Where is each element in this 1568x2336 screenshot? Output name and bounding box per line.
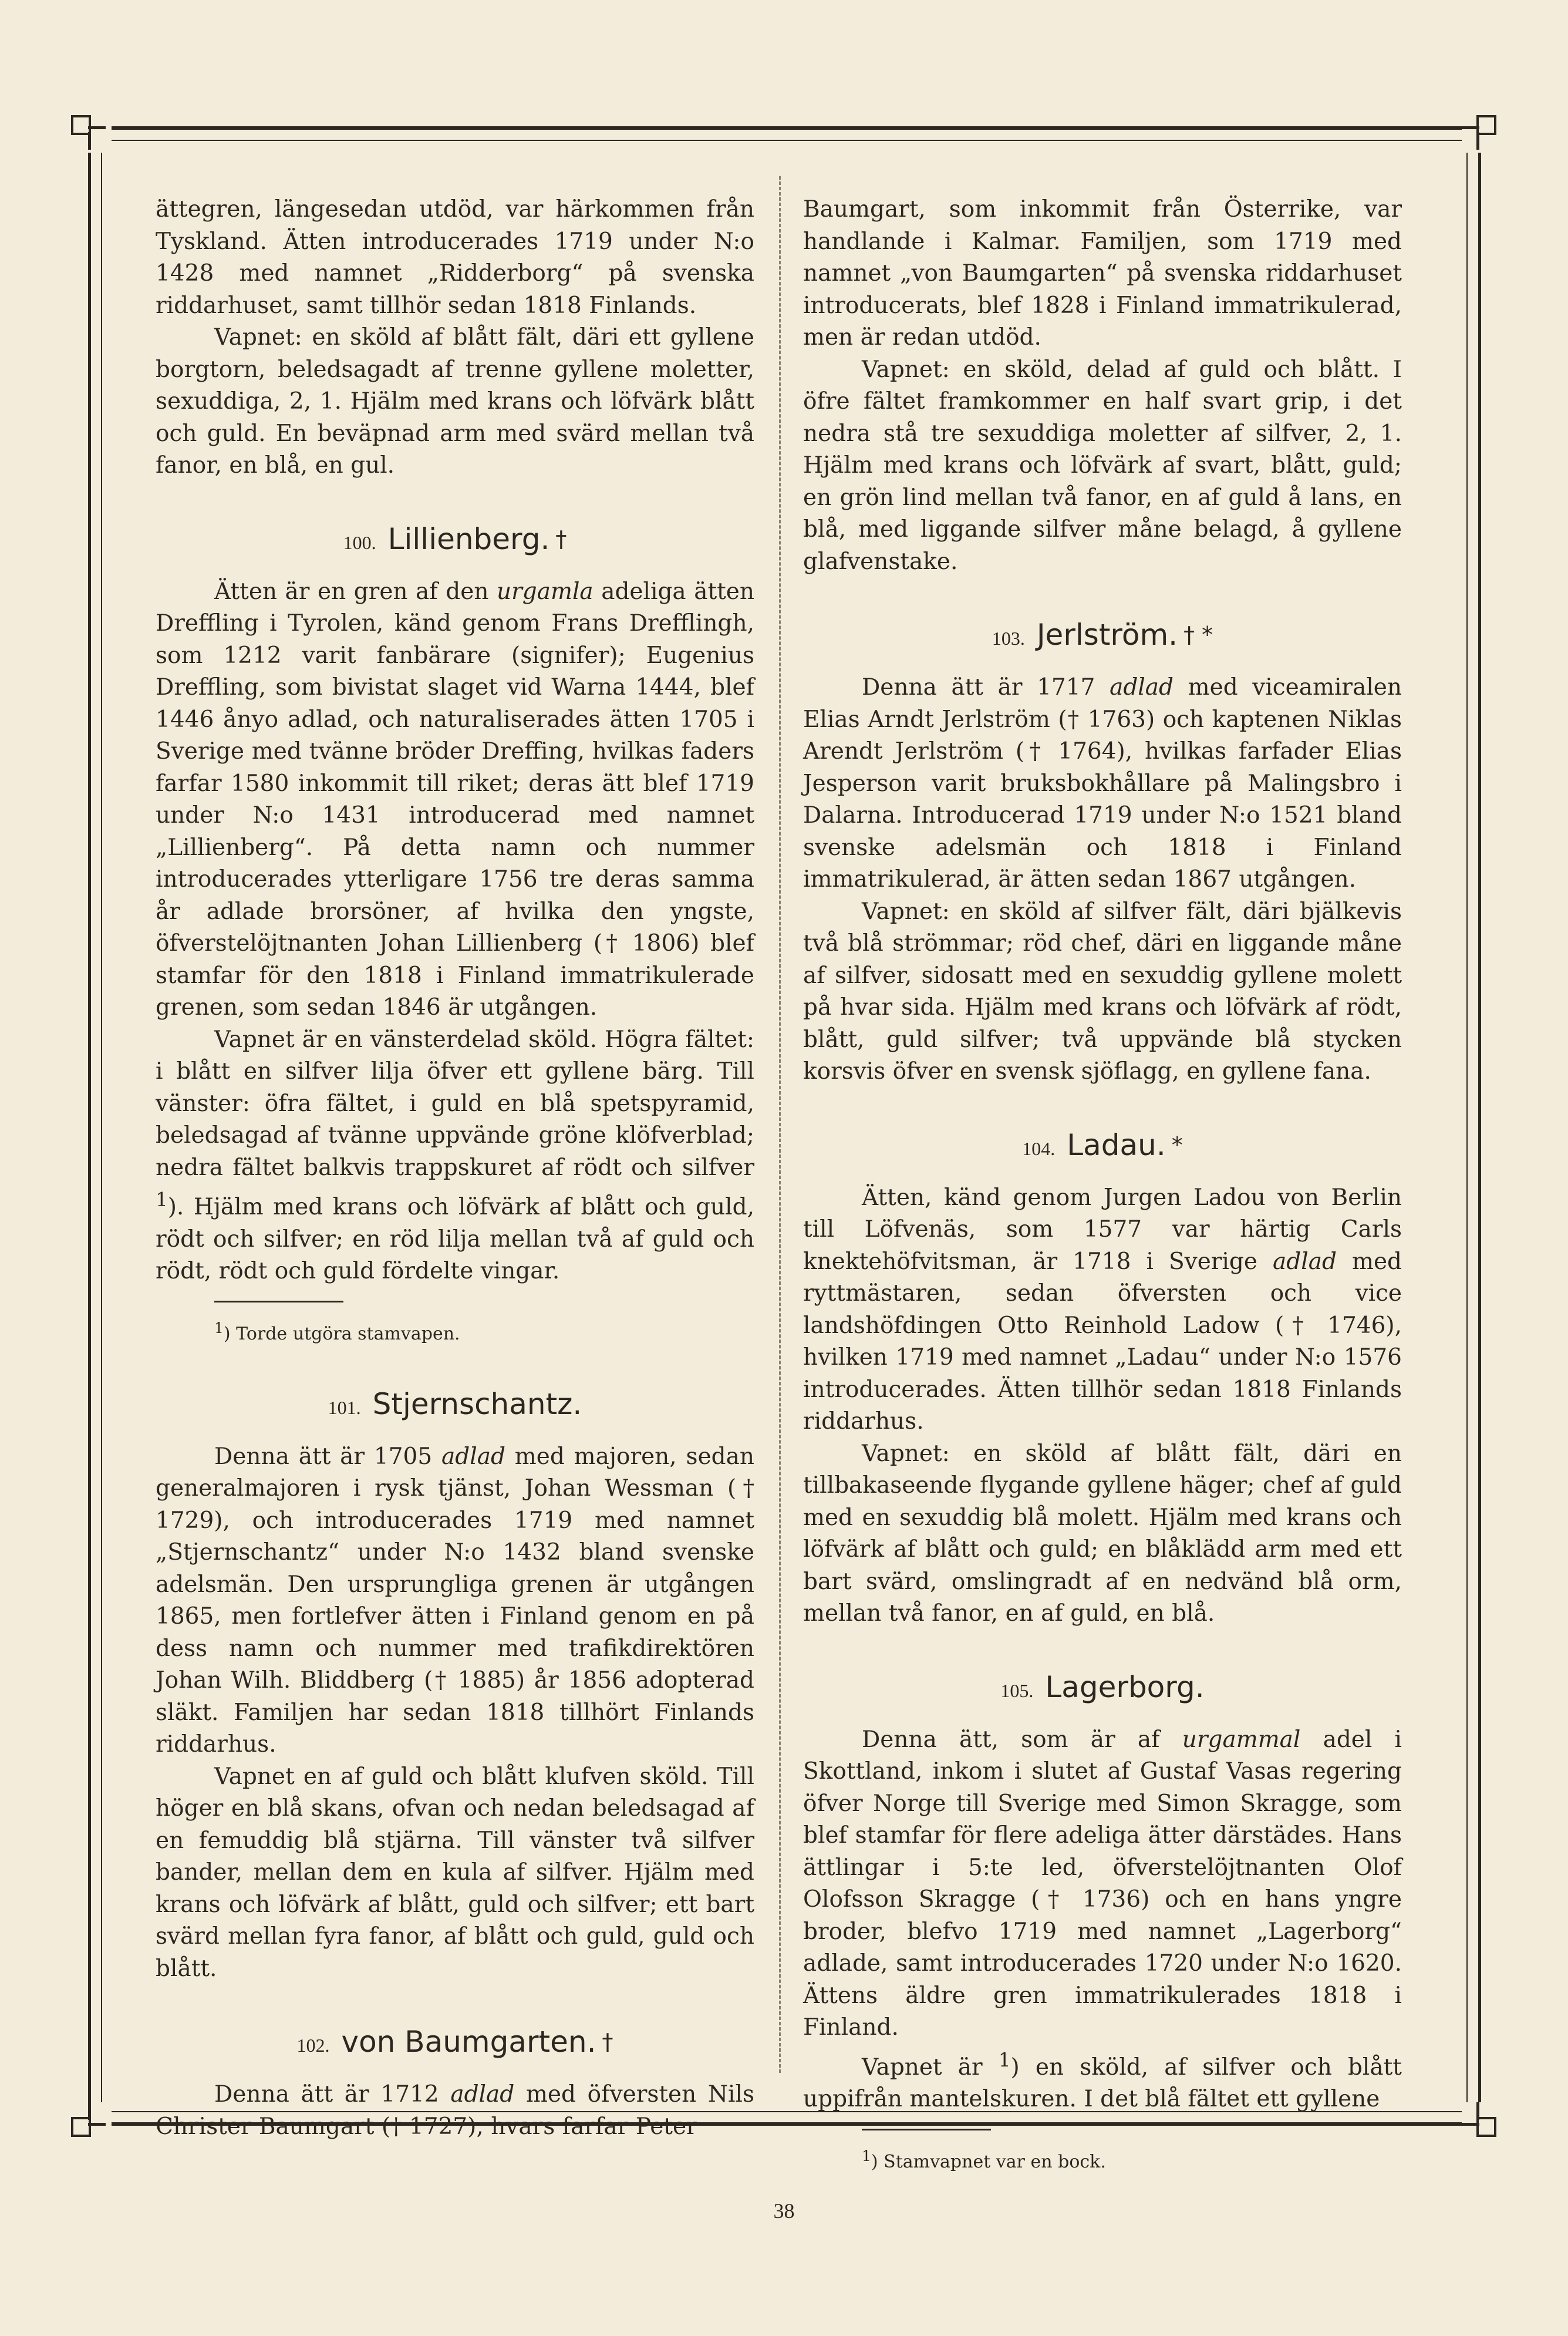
entry-103-paragraph-2: Vapnet: en sköld af silfver fält, däri bjälkevis två blå strömmar; röd chef, däri en liggande måne af silfver, sidosatt med en sexuddig gyllene molett på hvar sida. Hjälm med krans och löfvärk af rödt, blått, guld silfver; två uppvände blå stycken korsvis öfver en svensk sjöflagg, en gyllene fana. — [803, 898, 1402, 1085]
entry-102-number: 102. — [296, 2035, 330, 2056]
entry-104-paragraph-2: Vapnet: en sköld af blått fält, däri en tillbakaseende flygande gyllene häger; chef af guld med en sexuddig blå molett. Hjälm med krans och löfvärk af blått och guld; en blåklädd arm med ett bart svärd, omslingradt af en nedvänd blå orm, mellan två fanor, en af guld, en blå. — [803, 1440, 1402, 1627]
entry-100-paragraph-2: Vapnet är en vänsterdelad sköld. Högra fältet: i blått en silfver lilja öfver ett gyllene bärg. Till vänster: öfra fältet, i guld en blå spetspyramid, beledsagad af tvänne uppvände gröne klöfverblad; nedra fältet balkvis trappskuret af rödt och silfver $^1$). Hjälm med krans och löfvärk af blått och guld, rödt och silfver; en röd lilja mellan två af guld och rödt, rödt och guld fördelte vingar. — [156, 1026, 754, 1284]
right-intro-paragraph-1: Baumgart, som inkommit från Österrike, var handlande i Kalmar. Familjen, som 1719 med namnet „von Baumgarten“ på svenska riddarhuset introducerats, blef 1828 i Finland immatrikulerad, men är redan utdöd. — [803, 196, 1402, 351]
right-column — [803, 194, 1402, 2175]
frame-left-inner-border — [101, 153, 102, 2102]
entry-105-title: Lagerborg. — [1045, 1669, 1205, 1704]
entry-102-paragraph-1: Denna ätt är 1712 adlad med öfversten Nils Christer Baumgart († 1727), hvars farfar Peter — [156, 2081, 755, 2140]
entry-104-number: 104. — [1022, 1137, 1056, 1159]
entry-102-title: von Baumgarten. — [341, 2025, 596, 2059]
entry-105-footnote: $^1$) Stamvapnet var en bock. — [862, 2147, 1106, 2172]
corner-ornament-top-left — [70, 115, 106, 150]
entry-103-mark: † * — [1183, 622, 1213, 648]
footnote-ref: 1 — [998, 2048, 1011, 2071]
right-intro-paragraph-2: Vapnet: en sköld, delad af guld och blått. I öfre fältet framkommer en half svart grip, i det nedra stå tre sexuddiga moletter af silfver, 2, 1. Hjälm med krans och löfvärk af svart, blått, guld; en grön lind mellan två fanor, en af guld å lans, en blå, med liggande silfver måne belagd, å gyllene glafvenstake. — [803, 356, 1402, 575]
entry-101-heading — [156, 1384, 754, 1428]
entry-103-number: 103. — [992, 628, 1025, 649]
frame-right-inner-border — [1466, 153, 1468, 2102]
entry-103-title: Jerlström. — [1036, 618, 1178, 652]
left-column — [156, 194, 754, 2143]
entry-102-heading — [156, 2021, 754, 2066]
entry-103-heading — [803, 614, 1402, 659]
entry-100-title: Lillienberg. — [387, 521, 550, 556]
entry-104-title: Ladau. — [1067, 1127, 1166, 1162]
entry-104-paragraph-1: Ätten, känd genom Jurgen Ladou von Berlin till Löfvenäs, som 1577 var härtig Carls knektehöfvitsman, är 1718 i Sverige adlad med ryttmästaren, sedan öfversten och vice landshöfdingen Otto Reinhold Ladow († 1746), hvilken 1719 med namnet „Ladau“ under N:o 1576 introducerades. Ätten tillhör sedan 1818 Finlands riddarhus. — [803, 1184, 1402, 1435]
footnote-rule — [214, 1301, 343, 1302]
entry-100-heading — [156, 519, 754, 563]
entry-104-heading — [803, 1125, 1402, 1169]
left-intro-paragraph-1: ättegren, längesedan utdöd, var härkommen från Tyskland. Ätten introducerades 1719 under N:o 1428 med namnet „Ridderborg“ på svenska riddarhuset, samt tillhör sedan 1818 Finlands. — [156, 196, 754, 319]
entry-101-number: 101. — [328, 1396, 361, 1418]
frame-top-border — [112, 126, 1462, 130]
entry-105-paragraph-1: Denna ätt, som är af urgammal adel i Skottland, inkom i slutet af Gustaf Vasas regering öfver Norge till Sverige med Simon Skragge, som blef stamfar för flere adeliga ätter därstädes. Hans ättlingar i 5:te led, öfverstelöjtnanten Olof Olofsson Skragge († 1736) och en hans yngre broder, blefvo 1719 med namnet „Lagerborg“ adlade, samt introducerades 1720 under N:o 1620. Ättens äldre gren immatrikulerades 1818 i Finland. — [803, 1726, 1402, 2041]
entry-100-number: 100. — [343, 531, 376, 553]
entry-105-number: 105. — [1000, 1679, 1034, 1701]
entry-101-title: Stjernschantz. — [372, 1386, 582, 1421]
entry-100-paragraph-1: Ätten är en gren af den urgamla adeliga ätten Dreffling i Tyrolen, känd genom Frans Drefflingh, som 1212 varit fanbärare (signifer); Eugenius Dreffling, som bivistat slaget vid Warna 1444, blef 1446 ånyo adlad, och naturaliserades ätten 1705 i Sverige med tvänne bröder Dreffing, hvilkas faders farfar 1580 inkommit till riket; deras ätt blef 1719 under N:o 1431 introducerad med namnet „Lillienberg“. På detta namn och nummer introducerades ytterligare 1756 tre deras samma år adlade brorsöner, af hvilka den yngste, öfverstelöjtnanten Johan Lillienberg († 1806) blef stamfar för den 1818 i Finland immatrikulerade grenen, som sedan 1846 är utgången. — [156, 578, 754, 1021]
frame-top-inner-border — [112, 140, 1462, 141]
footnote-ref: 1 — [156, 1189, 168, 1211]
left-intro-paragraph-2: Vapnet: en sköld af blått fält, däri ett gyllene borgtorn, beledsagadt af trenne gyllene moletter, sexuddiga, 2, 1. Hjälm med krans och löfvärk blått och guld. En beväpnad arm med svärd mellan två fanor, en blå, en gul. — [156, 324, 754, 479]
entry-101-paragraph-1: Denna ätt är 1705 adlad med majoren, sedan generalmajoren i rysk tjänst, Johan Wessman († 1729), och introducerades 1719 med namnet „Stjernschantz“ under N:o 1432 bland svenske adelsmän. Den ursprungliga grenen är utgången 1865, men fortlefver ätten i Finland genom en på dess namn och nummer med trafikdirektören Johan Wilh. Bliddberg († 1885) år 1856 adopterad släkt. Familjen har sedan 1818 tillhört Finlands riddarhus. — [156, 1443, 754, 1758]
entry-104-mark: * — [1171, 1132, 1183, 1158]
corner-ornament-bottom-left — [70, 2102, 106, 2138]
frame-right-border — [1478, 153, 1481, 2102]
entry-100-footnote: $^1$) Torde utgöra stamvapen. — [214, 1319, 460, 1344]
page-number: 38 — [773, 2199, 795, 2223]
entry-102-mark: † — [602, 2029, 613, 2055]
corner-ornament-top-right — [1462, 115, 1497, 150]
entry-100-mark: † — [555, 526, 567, 552]
corner-ornament-bottom-right — [1462, 2102, 1497, 2138]
entry-101-paragraph-2: Vapnet en af guld och blått klufven sköld. Till höger en blå skans, ofvan och nedan beledsagad af en femuddig blå stjärna. Till vänster två silfver bander, mellan dem en kula af silfver. Hjälm med krans och löfvärk af blått, guld och silfver; ett bart svärd mellan fyra fanor, af blått och guld, guld och blått. — [156, 1763, 754, 1982]
entry-105-heading — [803, 1667, 1402, 1711]
frame-left-border — [88, 153, 91, 2102]
footnote-rule — [862, 2129, 991, 2130]
column-divider — [779, 176, 781, 2073]
entry-105-paragraph-2: Vapnet är $^1$) en sköld, af silfver och blått uppifrån mantelskuren. I det blå fältet ett gyllene — [803, 2048, 1402, 2112]
entry-103-paragraph-1: Denna ätt är 1717 adlad med viceamiralen Elias Arndt Jerlström († 1763) och kaptenen Niklas Arendt Jerlström († 1764), hvilkas farfader Elias Jesperson varit bruksbokhållare på Malingsbro i Dalarna. Introducerad 1719 under N:o 1521 bland svenske adelsmän och 1818 i Finland immatrikulerad, är ätten sedan 1867 utgången. — [803, 674, 1402, 893]
